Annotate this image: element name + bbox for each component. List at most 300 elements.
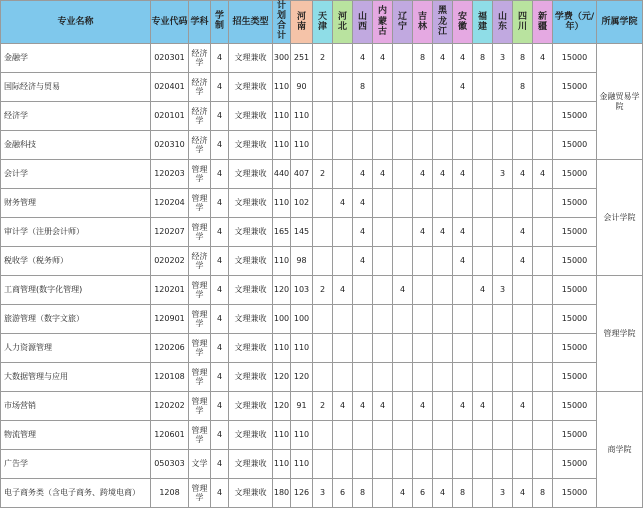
years-cell: 4	[211, 73, 229, 102]
province-quota-cell	[493, 189, 513, 218]
years-cell: 4	[211, 247, 229, 276]
enroll-type-cell: 文理兼收	[229, 421, 273, 450]
header-province-3	[353, 1, 373, 44]
province-quota-cell	[353, 305, 373, 334]
header-province-12	[533, 1, 553, 44]
province-quota-cell: 4	[433, 479, 453, 508]
years-cell: 4	[211, 44, 229, 73]
province-quota-cell	[313, 218, 333, 247]
province-quota-cell	[333, 131, 353, 160]
province-quota-cell: 4	[353, 247, 373, 276]
province-quota-cell: 110	[291, 102, 313, 131]
enroll-type-cell: 文理兼收	[229, 305, 273, 334]
subject-cell: 经济学	[189, 44, 211, 73]
table-row	[1, 334, 643, 363]
province-quota-cell	[353, 363, 373, 392]
province-quota-cell: 98	[291, 247, 313, 276]
province-quota-cell	[513, 363, 533, 392]
province-quota-cell	[533, 450, 553, 479]
province-quota-cell: 100	[291, 305, 313, 334]
province-quota-cell	[393, 247, 413, 276]
province-quota-cell	[353, 334, 373, 363]
province-quota-cell	[513, 102, 533, 131]
subject-cell: 管理学	[189, 392, 211, 421]
province-quota-cell	[313, 189, 333, 218]
province-quota-cell	[473, 160, 493, 189]
province-quota-cell	[393, 102, 413, 131]
province-quota-cell	[473, 479, 493, 508]
fee-cell: 15000	[553, 450, 597, 479]
province-quota-cell: 2	[313, 160, 333, 189]
major-code-cell: 120206	[151, 334, 189, 363]
province-quota-cell	[433, 363, 453, 392]
header-province-6	[413, 1, 433, 44]
header-plan-total	[273, 1, 291, 44]
province-quota-cell: 407	[291, 160, 313, 189]
province-quota-cell	[393, 44, 413, 73]
province-quota-cell	[493, 102, 513, 131]
subject-cell: 管理学	[189, 363, 211, 392]
years-cell: 4	[211, 218, 229, 247]
province-quota-cell	[313, 421, 333, 450]
plan-total-cell: 120	[273, 363, 291, 392]
province-quota-cell	[533, 218, 553, 247]
province-quota-cell: 4	[513, 479, 533, 508]
province-quota-cell	[373, 218, 393, 247]
province-quota-cell	[333, 247, 353, 276]
province-quota-cell: 4	[453, 392, 473, 421]
plan-total-cell: 100	[273, 305, 291, 334]
fee-cell: 15000	[553, 189, 597, 218]
province-quota-cell: 2	[313, 392, 333, 421]
major-name-cell: 广告学	[1, 450, 151, 479]
plan-total-cell: 110	[273, 189, 291, 218]
enroll-type-cell: 文理兼收	[229, 479, 273, 508]
table-row	[1, 363, 643, 392]
province-quota-cell	[433, 392, 453, 421]
header-enroll-type: 招生类型	[229, 1, 273, 44]
province-quota-cell	[333, 305, 353, 334]
table-row	[1, 421, 643, 450]
province-quota-cell: 91	[291, 392, 313, 421]
major-code-cell: 020202	[151, 247, 189, 276]
province-quota-cell: 4	[333, 392, 353, 421]
years-cell: 4	[211, 189, 229, 218]
enroll-type-cell: 文理兼收	[229, 102, 273, 131]
table-row	[1, 160, 643, 189]
province-quota-cell	[453, 421, 473, 450]
major-name-cell: 大数据管理与应用	[1, 363, 151, 392]
province-quota-cell	[333, 218, 353, 247]
fee-cell: 15000	[553, 218, 597, 247]
years-cell: 4	[211, 305, 229, 334]
province-quota-cell: 4	[453, 44, 473, 73]
major-name-cell: 税收学（税务师）	[1, 247, 151, 276]
province-quota-cell	[393, 363, 413, 392]
province-quota-cell	[473, 450, 493, 479]
province-quota-cell	[493, 73, 513, 102]
subject-cell: 管理学	[189, 421, 211, 450]
province-quota-cell	[393, 392, 413, 421]
province-quota-cell	[533, 334, 553, 363]
plan-total-cell: 110	[273, 334, 291, 363]
enroll-type-cell: 文理兼收	[229, 334, 273, 363]
province-quota-cell	[473, 421, 493, 450]
header-plan-total-label: 计划合计	[276, 1, 286, 41]
province-quota-cell	[333, 160, 353, 189]
enroll-type-cell: 文理兼收	[229, 247, 273, 276]
province-quota-cell	[513, 131, 533, 160]
header-province-label: 辽宁	[397, 11, 407, 32]
province-quota-cell	[433, 450, 453, 479]
province-quota-cell	[393, 189, 413, 218]
province-quota-cell	[373, 276, 393, 305]
major-name-cell: 金融学	[1, 44, 151, 73]
subject-cell: 经济学	[189, 131, 211, 160]
fee-cell: 15000	[553, 479, 597, 508]
province-quota-cell: 110	[291, 421, 313, 450]
province-quota-cell	[353, 102, 373, 131]
major-code-cell: 120204	[151, 189, 189, 218]
province-quota-cell	[433, 189, 453, 218]
province-quota-cell	[473, 334, 493, 363]
fee-cell: 15000	[553, 131, 597, 160]
province-quota-cell	[333, 73, 353, 102]
province-quota-cell: 4	[513, 392, 533, 421]
province-quota-cell	[493, 218, 513, 247]
fee-cell: 15000	[553, 44, 597, 73]
province-quota-cell	[433, 73, 453, 102]
province-quota-cell	[473, 305, 493, 334]
fee-cell: 15000	[553, 102, 597, 131]
table-row	[1, 189, 643, 218]
header-province-4	[373, 1, 393, 44]
province-quota-cell	[533, 305, 553, 334]
major-code-cell: 1208	[151, 479, 189, 508]
province-quota-cell	[413, 334, 433, 363]
province-quota-cell: 4	[353, 189, 373, 218]
province-quota-cell	[373, 305, 393, 334]
province-quota-cell	[473, 247, 493, 276]
header-province-2	[333, 1, 353, 44]
province-quota-cell: 4	[473, 276, 493, 305]
province-quota-cell	[493, 131, 513, 160]
province-quota-cell: 4	[333, 276, 353, 305]
province-quota-cell	[413, 131, 433, 160]
province-quota-cell	[453, 450, 473, 479]
header-province-7	[433, 1, 453, 44]
enroll-type-cell: 文理兼收	[229, 44, 273, 73]
enroll-type-cell: 文理兼收	[229, 392, 273, 421]
table-row	[1, 392, 643, 421]
years-cell: 4	[211, 102, 229, 131]
subject-cell: 管理学	[189, 334, 211, 363]
province-quota-cell: 4	[513, 218, 533, 247]
major-code-cell: 120201	[151, 276, 189, 305]
province-quota-cell	[313, 334, 333, 363]
header-province-1	[313, 1, 333, 44]
header-province-label: 内蒙古	[377, 6, 387, 38]
province-quota-cell	[433, 102, 453, 131]
major-name-cell: 金融科技	[1, 131, 151, 160]
province-quota-cell: 8	[473, 44, 493, 73]
header-province-label: 天津	[317, 11, 327, 32]
major-name-cell: 财务管理	[1, 189, 151, 218]
province-quota-cell: 2	[313, 44, 333, 73]
province-quota-cell	[313, 363, 333, 392]
province-quota-cell	[533, 131, 553, 160]
province-quota-cell	[353, 131, 373, 160]
province-quota-cell	[493, 334, 513, 363]
province-quota-cell	[313, 102, 333, 131]
province-quota-cell: 110	[291, 450, 313, 479]
province-quota-cell: 3	[493, 160, 513, 189]
province-quota-cell: 3	[493, 479, 513, 508]
years-cell: 4	[211, 334, 229, 363]
years-cell: 4	[211, 421, 229, 450]
province-quota-cell: 4	[533, 160, 553, 189]
plan-total-cell: 110	[273, 102, 291, 131]
enroll-type-cell: 文理兼收	[229, 131, 273, 160]
province-quota-cell	[533, 247, 553, 276]
years-cell: 4	[211, 479, 229, 508]
header-province-label: 吉林	[417, 11, 427, 32]
major-code-cell: 120601	[151, 421, 189, 450]
header-code: 专业代码	[151, 1, 189, 44]
table-row	[1, 479, 643, 508]
province-quota-cell	[433, 334, 453, 363]
fee-cell: 15000	[553, 334, 597, 363]
header-fee: 学费（元/年）	[553, 1, 597, 44]
province-quota-cell	[393, 421, 413, 450]
major-code-cell: 120901	[151, 305, 189, 334]
province-quota-cell	[333, 421, 353, 450]
province-quota-cell	[373, 479, 393, 508]
header-row	[1, 1, 643, 44]
header-college: 所属学院	[597, 1, 643, 44]
province-quota-cell	[513, 421, 533, 450]
table-row	[1, 218, 643, 247]
header-province-5	[393, 1, 413, 44]
province-quota-cell	[533, 102, 553, 131]
province-quota-cell: 2	[313, 276, 333, 305]
table-row	[1, 276, 643, 305]
province-quota-cell	[333, 102, 353, 131]
major-name-cell: 工商管理(数字化管理)	[1, 276, 151, 305]
province-quota-cell	[453, 363, 473, 392]
header-province-label: 山西	[357, 11, 367, 32]
header-subject: 学科	[189, 1, 211, 44]
province-quota-cell	[493, 305, 513, 334]
province-quota-cell	[533, 421, 553, 450]
enroll-type-cell: 文理兼收	[229, 276, 273, 305]
province-quota-cell	[373, 189, 393, 218]
header-major: 专业名称	[1, 1, 151, 44]
province-quota-cell	[373, 363, 393, 392]
subject-cell: 经济学	[189, 102, 211, 131]
province-quota-cell	[373, 421, 393, 450]
header-province-9	[473, 1, 493, 44]
province-quota-cell	[533, 73, 553, 102]
province-quota-cell	[373, 247, 393, 276]
province-quota-cell	[493, 421, 513, 450]
province-quota-cell	[313, 73, 333, 102]
major-name-cell: 市场营销	[1, 392, 151, 421]
province-quota-cell	[453, 305, 473, 334]
province-quota-cell	[433, 131, 453, 160]
province-quota-cell: 3	[313, 479, 333, 508]
province-quota-cell: 4	[413, 218, 433, 247]
province-quota-cell: 8	[353, 73, 373, 102]
years-cell: 4	[211, 363, 229, 392]
province-quota-cell	[313, 247, 333, 276]
province-quota-cell	[413, 305, 433, 334]
plan-total-cell: 110	[273, 73, 291, 102]
province-quota-cell: 251	[291, 44, 313, 73]
province-quota-cell: 4	[433, 160, 453, 189]
province-quota-cell	[473, 363, 493, 392]
subject-cell: 经济学	[189, 73, 211, 102]
subject-cell: 文学	[189, 450, 211, 479]
province-quota-cell: 4	[513, 160, 533, 189]
province-quota-cell: 8	[453, 479, 473, 508]
table-row	[1, 450, 643, 479]
subject-cell: 管理学	[189, 305, 211, 334]
header-province-label: 黑龙江	[437, 6, 447, 38]
province-quota-cell: 102	[291, 189, 313, 218]
province-quota-cell: 126	[291, 479, 313, 508]
province-quota-cell	[373, 102, 393, 131]
table-row	[1, 131, 643, 160]
province-quota-cell	[393, 305, 413, 334]
province-quota-cell: 90	[291, 73, 313, 102]
years-cell: 4	[211, 450, 229, 479]
table-row	[1, 247, 643, 276]
table-body	[1, 44, 643, 508]
major-code-cell: 120108	[151, 363, 189, 392]
enroll-type-cell: 文理兼收	[229, 218, 273, 247]
fee-cell: 15000	[553, 421, 597, 450]
province-quota-cell	[413, 73, 433, 102]
province-quota-cell	[413, 450, 433, 479]
plan-total-cell: 440	[273, 160, 291, 189]
province-quota-cell	[513, 334, 533, 363]
province-quota-cell: 8	[413, 44, 433, 73]
province-quota-cell	[413, 421, 433, 450]
subject-cell: 管理学	[189, 189, 211, 218]
header-province-label: 福建	[477, 11, 487, 32]
province-quota-cell	[533, 276, 553, 305]
province-quota-cell	[453, 276, 473, 305]
province-quota-cell	[493, 392, 513, 421]
college-cell: 商学院	[597, 392, 643, 508]
fee-cell: 15000	[553, 160, 597, 189]
enroll-type-cell: 文理兼收	[229, 363, 273, 392]
province-quota-cell	[413, 363, 433, 392]
fee-cell: 15000	[553, 392, 597, 421]
province-quota-cell	[393, 450, 413, 479]
province-quota-cell	[373, 334, 393, 363]
header-province-10	[493, 1, 513, 44]
province-quota-cell: 145	[291, 218, 313, 247]
major-name-cell: 经济学	[1, 102, 151, 131]
header-province-0	[291, 1, 313, 44]
plan-total-cell: 110	[273, 247, 291, 276]
province-quota-cell	[333, 44, 353, 73]
college-cell: 会计学院	[597, 160, 643, 276]
province-quota-cell	[313, 131, 333, 160]
province-quota-cell: 4	[433, 218, 453, 247]
college-cell: 金融贸易学院	[597, 44, 643, 160]
province-quota-cell	[353, 276, 373, 305]
province-quota-cell: 110	[291, 334, 313, 363]
header-province-label: 新疆	[537, 11, 547, 32]
years-cell: 4	[211, 276, 229, 305]
province-quota-cell: 4	[413, 160, 433, 189]
province-quota-cell	[533, 392, 553, 421]
province-quota-cell	[313, 305, 333, 334]
province-quota-cell	[493, 247, 513, 276]
province-quota-cell	[313, 450, 333, 479]
major-code-cell: 020401	[151, 73, 189, 102]
province-quota-cell	[433, 421, 453, 450]
province-quota-cell: 4	[453, 247, 473, 276]
province-quota-cell: 4	[353, 160, 373, 189]
province-quota-cell	[413, 189, 433, 218]
major-code-cell: 120203	[151, 160, 189, 189]
plan-total-cell: 120	[273, 392, 291, 421]
subject-cell: 管理学	[189, 276, 211, 305]
enroll-type-cell: 文理兼收	[229, 160, 273, 189]
fee-cell: 15000	[553, 276, 597, 305]
province-quota-cell: 4	[373, 160, 393, 189]
province-quota-cell	[433, 276, 453, 305]
header-years-label: 学制	[214, 11, 224, 31]
enroll-type-cell: 文理兼收	[229, 450, 273, 479]
enroll-type-cell: 文理兼收	[229, 189, 273, 218]
header-province-label: 山东	[497, 11, 507, 32]
plan-total-cell: 110	[273, 421, 291, 450]
province-quota-cell	[433, 305, 453, 334]
major-name-cell: 电子商务类（含电子商务、跨境电商）	[1, 479, 151, 508]
table-row	[1, 73, 643, 102]
province-quota-cell: 3	[493, 276, 513, 305]
fee-cell: 15000	[553, 73, 597, 102]
province-quota-cell	[513, 305, 533, 334]
major-code-cell: 020101	[151, 102, 189, 131]
province-quota-cell: 6	[413, 479, 433, 508]
header-years	[211, 1, 229, 44]
major-name-cell: 审计学（注册会计师）	[1, 218, 151, 247]
province-quota-cell	[513, 450, 533, 479]
province-quota-cell	[393, 334, 413, 363]
province-quota-cell	[493, 363, 513, 392]
major-name-cell: 会计学	[1, 160, 151, 189]
plan-total-cell: 120	[273, 276, 291, 305]
province-quota-cell: 8	[533, 479, 553, 508]
province-quota-cell	[473, 102, 493, 131]
province-quota-cell	[533, 363, 553, 392]
province-quota-cell	[473, 73, 493, 102]
years-cell: 4	[211, 392, 229, 421]
province-quota-cell	[393, 160, 413, 189]
subject-cell: 管理学	[189, 160, 211, 189]
major-code-cell: 020301	[151, 44, 189, 73]
province-quota-cell	[473, 131, 493, 160]
province-quota-cell	[353, 421, 373, 450]
province-quota-cell	[393, 73, 413, 102]
header-province-label: 四川	[517, 11, 527, 32]
